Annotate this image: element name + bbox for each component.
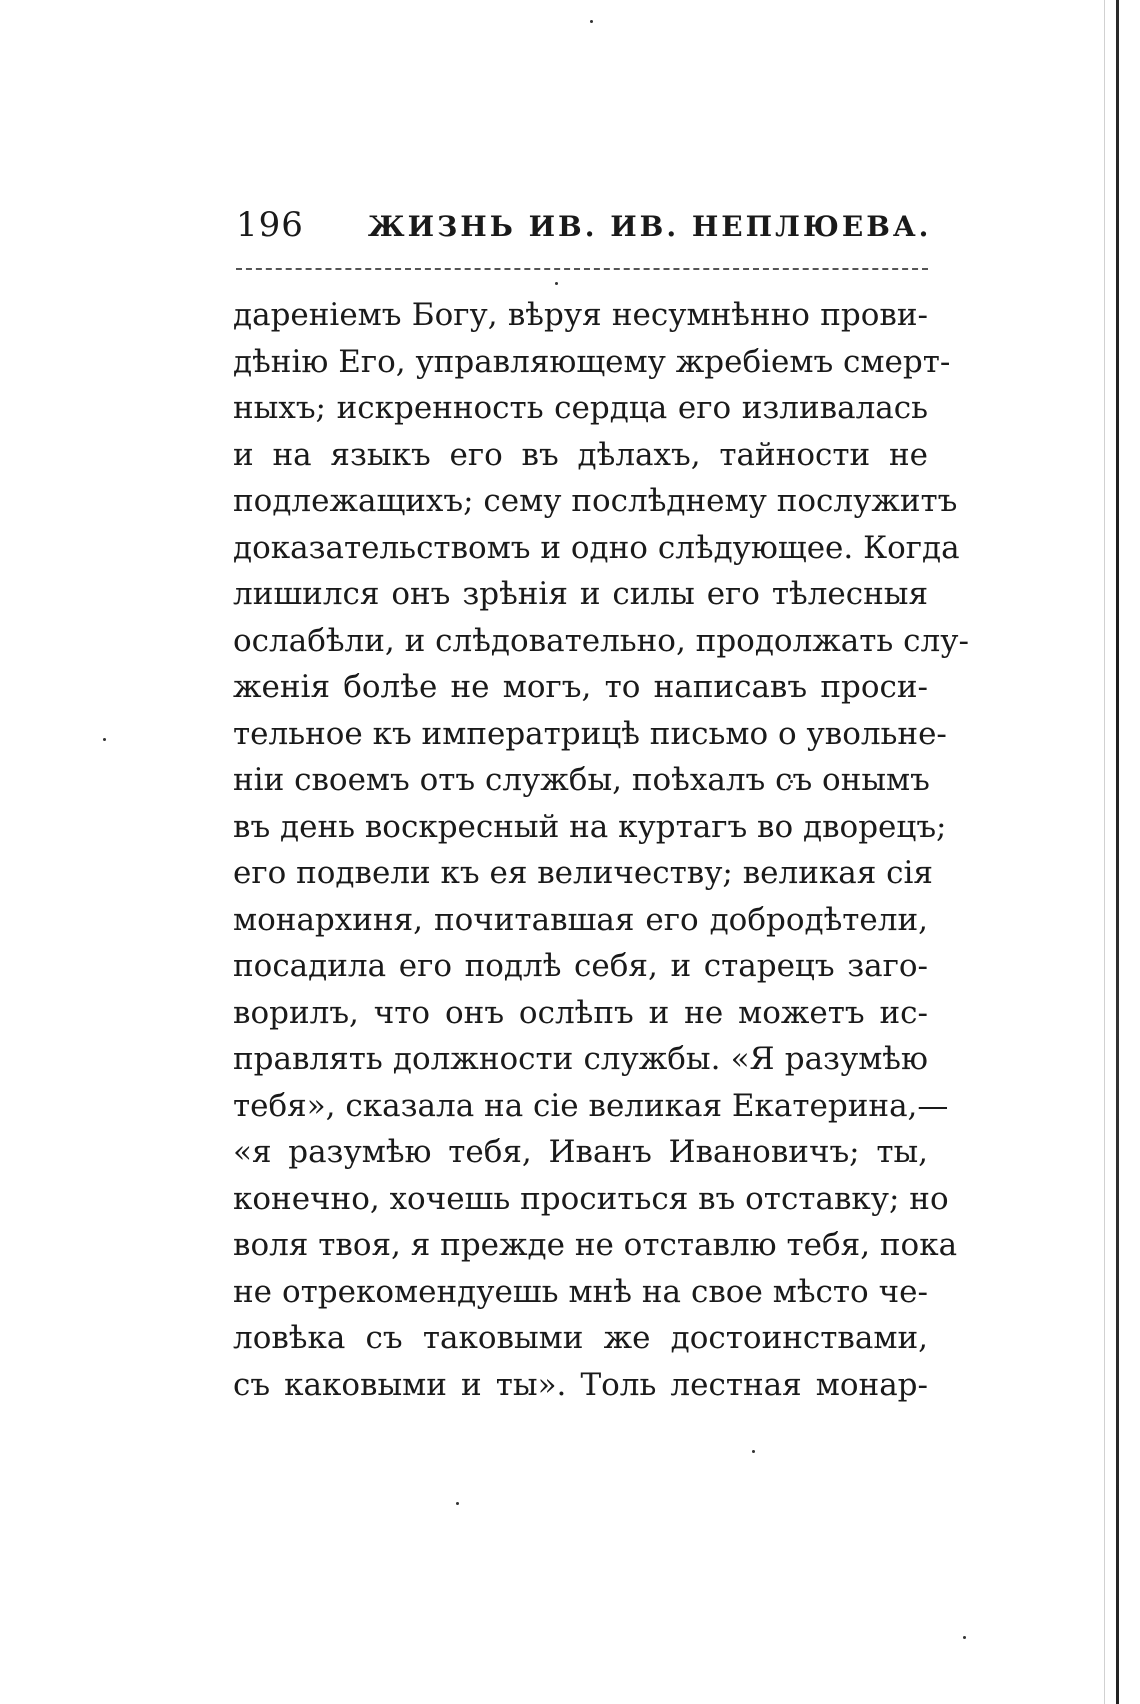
text-line: подлежащихъ; сему послѣднему послужитъ: [233, 483, 958, 519]
text-line: съ каковыми и ты». Толь лестная монар-: [233, 1366, 928, 1403]
text-line: ніи своемъ отъ службы, поѣхалъ съ онымъ: [233, 762, 930, 798]
scan-shadow-line: [1104, 0, 1105, 1704]
text-line: и на языкъ его въ дѣлахъ, тайности не: [233, 436, 928, 473]
running-head: [236, 205, 936, 257]
header-rule: [236, 268, 928, 270]
scan-speck: [456, 1502, 459, 1505]
page-number: 196: [236, 205, 304, 245]
text-line: ловѣка съ таковыми же достоинствами,: [233, 1320, 928, 1356]
body-text: [233, 292, 969, 1408]
text-line: ослабѣли, и слѣдовательно, продолжать слу-: [233, 622, 969, 659]
text-line: дѣнію Его, управляющему жребіемъ смерт-: [233, 343, 951, 380]
scan-page-edge: [1116, 0, 1119, 1704]
text-line: ворилъ, что онъ ослѣпъ и не можетъ ис-: [233, 994, 928, 1031]
text-line: женія болѣе не могъ, то написавъ проси-: [233, 669, 928, 705]
text-line: дареніемъ Богу, вѣруя несумнѣнно прови-: [233, 297, 928, 333]
text-line: конечно, хочешь проситься въ отставку; но: [233, 1180, 949, 1217]
scan-speck: [963, 1636, 966, 1639]
text-line: его подвели къ ея величеству; великая сія: [233, 855, 933, 891]
text-line: тельное къ императрицѣ письмо о увольне-: [233, 715, 947, 752]
text-line: «я разумѣю тебя, Иванъ Ивановичъ; ты,: [233, 1134, 928, 1170]
text-line: монархиня, почитавшая его добродѣтели,: [233, 901, 928, 938]
text-line: не отрекомендуешь мнѣ на свое мѣсто че-: [233, 1273, 928, 1310]
text-line: посадила его подлѣ себя, и старецъ заго-: [233, 948, 928, 984]
text-line: воля твоя, я прежде не отставлю тебя, пока: [233, 1227, 958, 1263]
text-line: ныхъ; искренность сердца его изливалась: [233, 390, 928, 426]
running-title: ЖИЗНЬ ИВ. ИВ. НЕПЛЮЕВА.: [367, 210, 932, 243]
text-line: лишился онъ зрѣнія и силы его тѣлесныя: [233, 576, 928, 612]
text-line: тебя», сказала на сіе великая Екатерина,—: [233, 1087, 949, 1124]
text-line: въ день воскресный на куртагъ во дворецъ;: [233, 808, 947, 845]
scan-speck: [752, 1450, 755, 1453]
scan-speck: [555, 282, 558, 285]
scan-speck: [103, 738, 106, 741]
text-line: правлять должности службы. «Я разумѣю: [233, 1041, 928, 1077]
scan-speck: [590, 20, 593, 23]
text-line: доказательствомъ и одно слѣдующее. Когда: [233, 529, 960, 566]
